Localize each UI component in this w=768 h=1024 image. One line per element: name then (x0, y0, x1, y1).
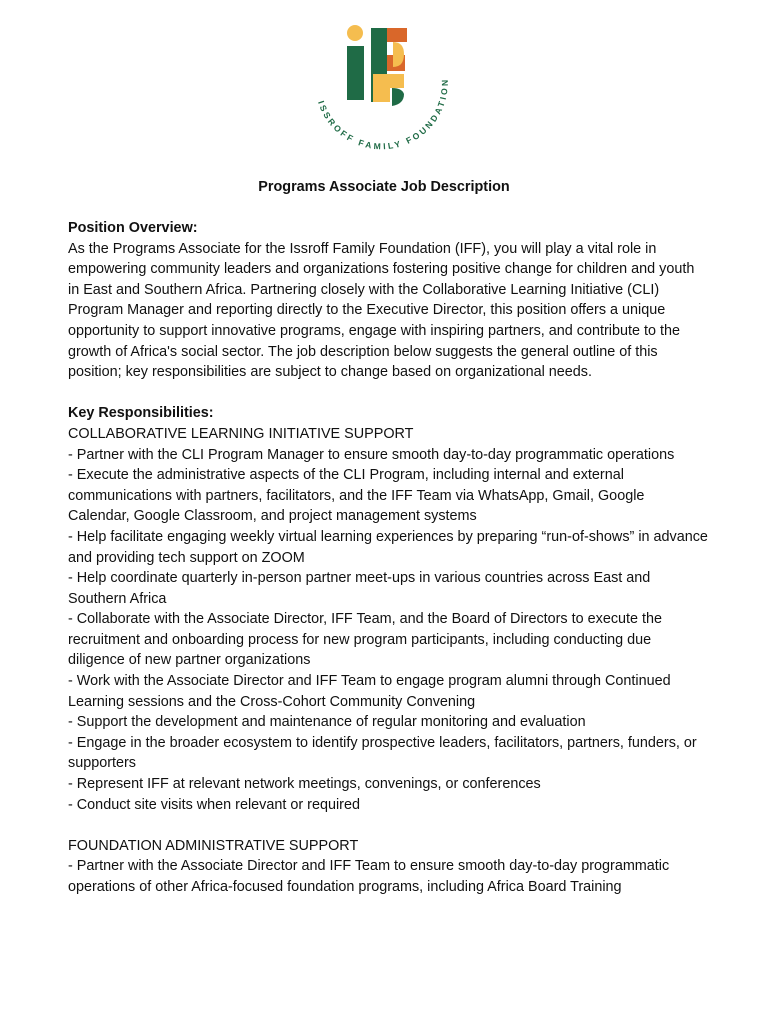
list-item: - Conduct site visits when relevant or required (68, 796, 360, 813)
list-item: - Help coordinate quarterly in-person partner meet-ups in various countries across East and Southern Africa (68, 570, 651, 607)
logo-f2-top (390, 74, 404, 88)
list-item: - Partner with the Associate Director and IFF Team to ensure smooth day-to-day programmatic operations of other Africa-focused foundation programs, including Africa Board Training (68, 858, 670, 895)
list-item: - Support the development and maintenance of regular monitoring and evaluation (68, 714, 586, 731)
logo-wordmark: ISSROFF FAMILY FOUNDATION (316, 77, 450, 152)
list-item: - Represent IFF at relevant network meetings, convenings, or conferences (68, 776, 541, 793)
list-item: - Collaborate with the Associate Director, IFF Team, and the Board of Directors to execute the recruitment and onboarding process for new program participants, including conducting due diligence of new partner organizations (68, 611, 663, 669)
logo-f2-leaf (392, 88, 404, 106)
iff-logo (316, 22, 450, 156)
responsibilities-heading: Key Responsibilities: (68, 405, 214, 422)
overview-heading: Position Overview: (68, 220, 198, 236)
list-item: - Engage in the broader ecosystem to identify prospective leaders, facilitators, partners, funders, or supporters (68, 734, 697, 772)
admin-section-heading: FOUNDATION ADMINISTRATIVE SUPPORT (68, 837, 359, 854)
logo-i-stem (347, 46, 364, 100)
cli-section-heading: COLLABORATIVE LEARNING INITIATIVE SUPPORT (68, 425, 414, 442)
list-item: - Partner with the CLI Program Manager to ensure smooth day-to-day programmatic operations (68, 446, 675, 463)
page-title: Programs Associate Job Description (258, 179, 510, 195)
list-item: - Execute the administrative aspects of the CLI Program, including internal and external communications with partners, facilitators, and the IFF Team via WhatsApp, Gmail, Google Calendar, Google Classroom, and project management systems (68, 467, 645, 525)
logo-i-dot (347, 25, 363, 41)
admin-responsibility-list (68, 856, 708, 897)
document-body (68, 218, 708, 898)
cli-responsibility-list (68, 445, 708, 816)
overview-text: As the Programs Associate for the Issroff Family Foundation (IFF), you will play a vital role in empowering community leaders and organizations fostering positive change for children and youth in East and Southern Africa. Partnering closely with the Collaborative Learning Initiative (CLI) Program Manager and reporting directly to the Executive Director, this position offers a unique opportunity to support innovative programs, engage with inspiring partners, and contribute to the growth of Africa's social sector. The job description below suggests the general outline of this position; key responsibilities are subject to change based on organizational needs. (68, 240, 695, 381)
logo-f1-top (387, 28, 407, 42)
list-item: - Help facilitate engaging weekly virtual learning experiences by preparing “run-of-shows” in advance and providing tech support on ZOOM (68, 528, 708, 566)
list-item: - Work with the Associate Director and IFF Team to engage program alumni through Continued Learning sessions and the Cross-Cohort Community Convening (68, 673, 671, 710)
logo-f2-stem (373, 74, 390, 102)
